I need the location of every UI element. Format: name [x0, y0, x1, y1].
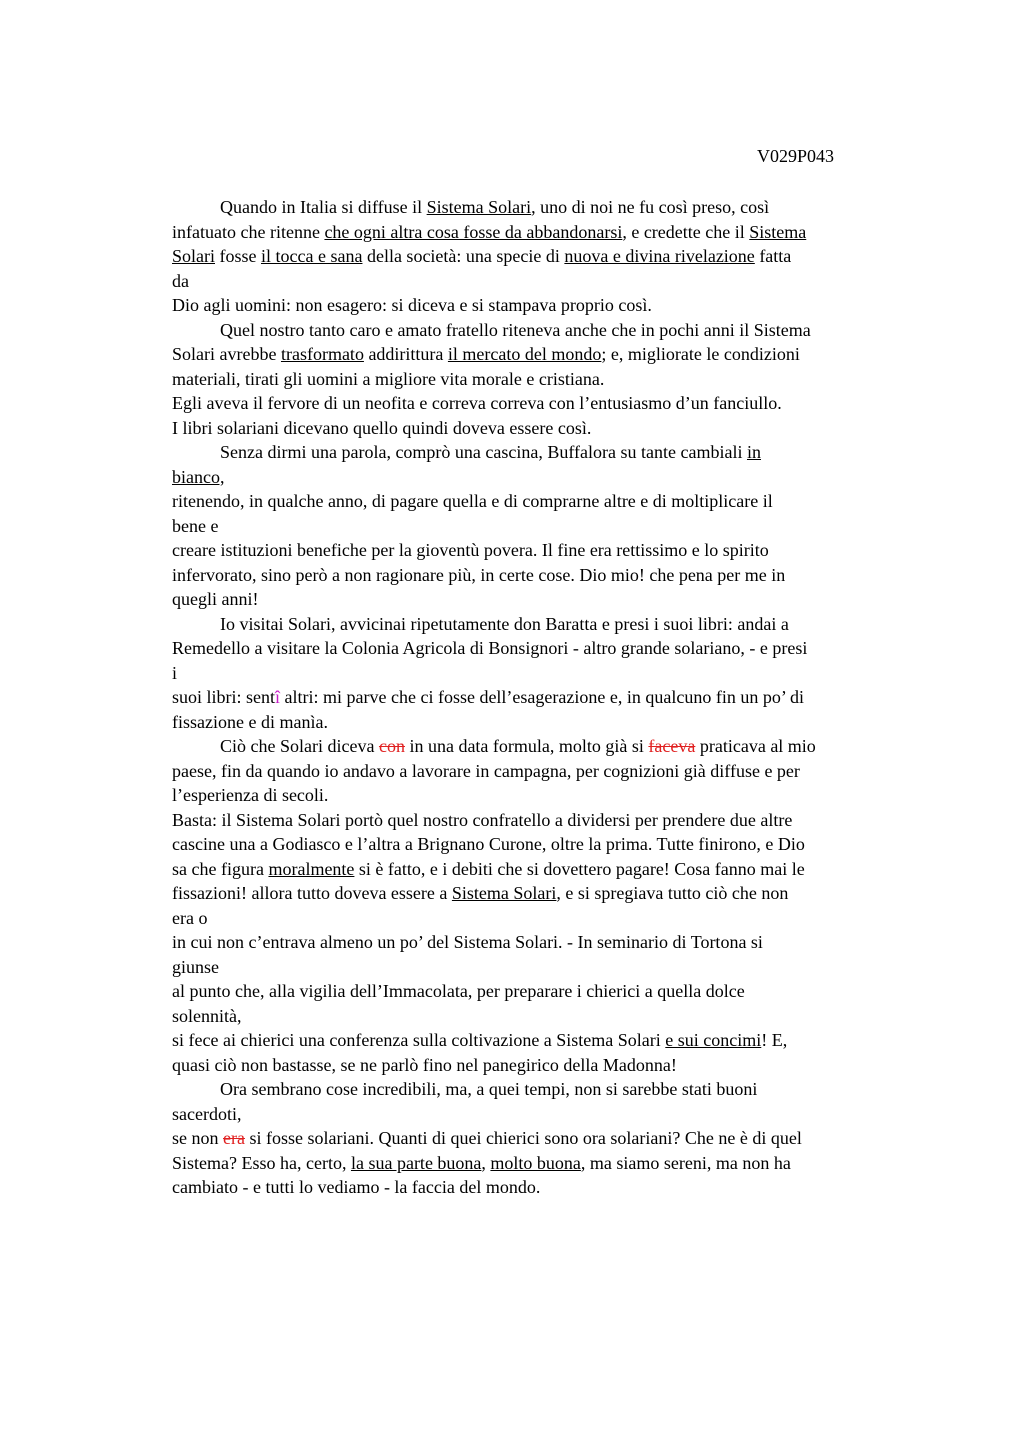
text-run: materiali, tirati gli uomini a migliore vita morale e cristiana. — [172, 368, 605, 389]
text-run: creare istituzioni benefiche per la gioventù povera. Il fine era rettissimo e lo spirito — [172, 540, 769, 560]
underlined-text: la sua parte buona — [350, 1152, 482, 1173]
underlined-text: moralmente — [268, 858, 355, 879]
underlined-text: nuova e divina rivelazione — [564, 246, 755, 266]
document-id: V029P043 — [757, 146, 835, 166]
text-line — [172, 465, 912, 490]
text-run: fosse — [215, 246, 261, 266]
text-line — [172, 1028, 912, 1053]
text-run: Quel nostro tanto caro e amato fratello riteneva anche che in pochi anni il Sistema — [220, 319, 811, 340]
underlined-text: Sistema Solari — [426, 197, 532, 217]
text-line — [172, 881, 912, 906]
text-line — [172, 930, 912, 955]
text-run: Ora sembrano cose incredibili, ma, a quei tempi, non si sarebbe stati buoni — [220, 1079, 758, 1099]
text-line — [172, 832, 912, 857]
text-run: era o — [172, 907, 208, 928]
underlined-text: e sui concimi — [665, 1030, 762, 1050]
text-line — [172, 906, 912, 931]
text-run: , e si spregiava tutto ciò che non — [556, 883, 789, 903]
text-run: Solari avrebbe — [172, 344, 281, 364]
underlined-text: trasformato — [280, 344, 364, 364]
text-run: suoi libri: sent — [172, 687, 275, 707]
text-run: infervorato, sino però a non ragionare più, in certe cose. Dio mio! che pena per me in — [172, 564, 786, 585]
text-run: Ciò che Solari diceva — [220, 736, 379, 756]
text-line — [172, 563, 912, 588]
text-line — [172, 636, 912, 661]
text-line — [172, 734, 912, 759]
struck-text: era — [223, 1128, 245, 1148]
text-line — [172, 685, 912, 710]
document-body — [172, 195, 912, 1200]
text-run: , — [481, 1152, 491, 1173]
text-line — [172, 269, 912, 294]
text-line — [172, 220, 912, 245]
text-line — [172, 318, 912, 343]
text-run: al punto che, alla vigilia dell’Immacolata, per preparare i chierici a quella dolce — [172, 981, 745, 1001]
text-run: , uno di noi ne fu così preso, così — [531, 197, 770, 217]
text-line — [172, 661, 912, 686]
text-line — [172, 1004, 912, 1029]
text-line — [172, 1126, 912, 1151]
text-line — [172, 759, 912, 784]
underlined-text: bianco, — [172, 466, 225, 487]
inserted-text: î — [275, 687, 281, 707]
underlined-text: che ogni altra cosa fosse da abbandonarsi — [324, 221, 623, 242]
text-run: quegli anni! — [172, 589, 259, 609]
text-run: ! E, — [761, 1030, 788, 1050]
struck-text: faceva — [648, 736, 696, 756]
text-run: praticava al mio — [695, 736, 816, 756]
text-line — [172, 587, 912, 612]
text-run: Remedello a visitare la Colonia Agricola di Bonsignori - altro grande solariano, - e presi — [172, 638, 808, 658]
text-line — [172, 955, 912, 980]
text-line — [172, 391, 912, 416]
text-line — [172, 293, 912, 318]
text-run: si è fatto, e i debiti che si dovettero pagare! Cosa fanno mai le — [354, 858, 805, 879]
text-run: paese, fin da quando io andavo a lavorare in campagna, per cognizioni già diffuse e per — [172, 760, 800, 781]
text-run: infatuato che ritenne — [172, 221, 325, 242]
underlined-text: Sistema Solari — [451, 883, 557, 903]
text-run: solennità, — [172, 1005, 242, 1026]
text-line — [172, 244, 912, 269]
text-run: Sistema? Esso ha, certo, — [172, 1152, 351, 1173]
text-run: da — [172, 270, 189, 291]
underlined-text: Solari — [172, 246, 215, 266]
text-run: quasi ciò non bastasse, se ne parlò fino nel panegirico della Madonna! — [172, 1054, 677, 1075]
text-line — [172, 1151, 912, 1176]
text-run: se non — [172, 1128, 223, 1148]
text-line — [172, 857, 912, 882]
text-run: si fosse solariani. Quanti di quei chierici sono ora solariani? Che ne è di quel — [244, 1128, 802, 1148]
text-run: in cui non c’entrava almeno un po’ del Sistema Solari. - In seminario di Tortona si — [172, 932, 763, 952]
text-run: , e credette che il — [622, 221, 750, 242]
text-run: ; e, migliorate le condizioni — [601, 344, 800, 364]
text-run: giunse — [172, 956, 219, 977]
text-line — [172, 489, 912, 514]
text-run: Basta: il Sistema Solari portò quel nostro confratello a dividersi per prendere due altre — [172, 809, 793, 830]
text-line — [172, 1175, 912, 1200]
underlined-text: il tocca e sana — [261, 246, 363, 266]
text-run: Senza dirmi una parola, comprò una cascina, Buffalora su tante cambiali — [220, 442, 747, 462]
text-run: fissazioni! allora tutto doveva essere a — [172, 883, 452, 903]
underlined-text: il mercato del mondo — [447, 344, 602, 364]
text-run: in una data formula, molto già si — [404, 736, 649, 756]
struck-text: con — [378, 736, 405, 756]
text-line — [172, 979, 912, 1004]
text-run: sacerdoti, — [172, 1103, 242, 1124]
text-run: l’esperienza di secoli. — [172, 785, 329, 805]
text-line — [172, 783, 912, 808]
text-line — [172, 367, 912, 392]
text-run: addirittura — [363, 344, 448, 364]
text-run: Dio agli uomini: non esagero: si diceva e si stampava proprio così. — [172, 295, 652, 315]
text-run: altri: mi parve che ci fosse dell’esagerazione e, in qualcuno fin un po’ di — [280, 687, 804, 707]
text-line — [172, 612, 912, 637]
text-run: ritenendo, in qualche anno, di pagare quella e di comprarne altre e di moltiplicare il — [172, 491, 773, 511]
text-line — [172, 808, 912, 833]
text-run: fatta — [754, 246, 792, 266]
text-run: cascine una a Godiasco e l’altra a Brignano Curone, oltre la prima. Tutte finirono, e Dio — [172, 834, 805, 854]
text-run: Io visitai Solari, avvicinai ripetutamente don Baratta e presi i suoi libri: andai a — [220, 613, 789, 634]
text-line — [172, 342, 912, 367]
text-line — [172, 538, 912, 563]
text-run: della società: una specie di — [362, 246, 565, 266]
text-line — [172, 514, 912, 539]
text-line — [172, 1077, 912, 1102]
text-line — [172, 710, 912, 735]
text-line — [172, 195, 912, 220]
text-run: cambiato - e tutti lo vediamo - la faccia del mondo. — [172, 1177, 541, 1197]
text-run: sa che figura — [172, 858, 269, 879]
text-line — [172, 416, 912, 441]
text-run: I libri solariani dicevano quello quindi doveva essere così. — [172, 417, 592, 438]
text-run: Egli aveva il fervore di un neofita e correva correva con l’entusiasmo d’un fanciullo. — [172, 393, 782, 413]
text-line — [172, 440, 912, 465]
underlined-text: in — [746, 442, 761, 462]
text-line — [172, 1053, 912, 1078]
text-run: fissazione e di manìa. — [172, 711, 328, 732]
underlined-text: molto buona — [490, 1152, 581, 1173]
underlined-text: Sistema — [749, 221, 807, 242]
text-run: i — [172, 662, 178, 683]
text-line — [172, 1102, 912, 1127]
text-run: bene e — [172, 515, 219, 536]
text-run: Quando in Italia si diffuse il — [220, 197, 427, 217]
text-run: si fece ai chierici una conferenza sulla coltivazione a Sistema Solari — [172, 1030, 666, 1050]
text-run: , ma siamo sereni, ma non ha — [580, 1152, 791, 1173]
